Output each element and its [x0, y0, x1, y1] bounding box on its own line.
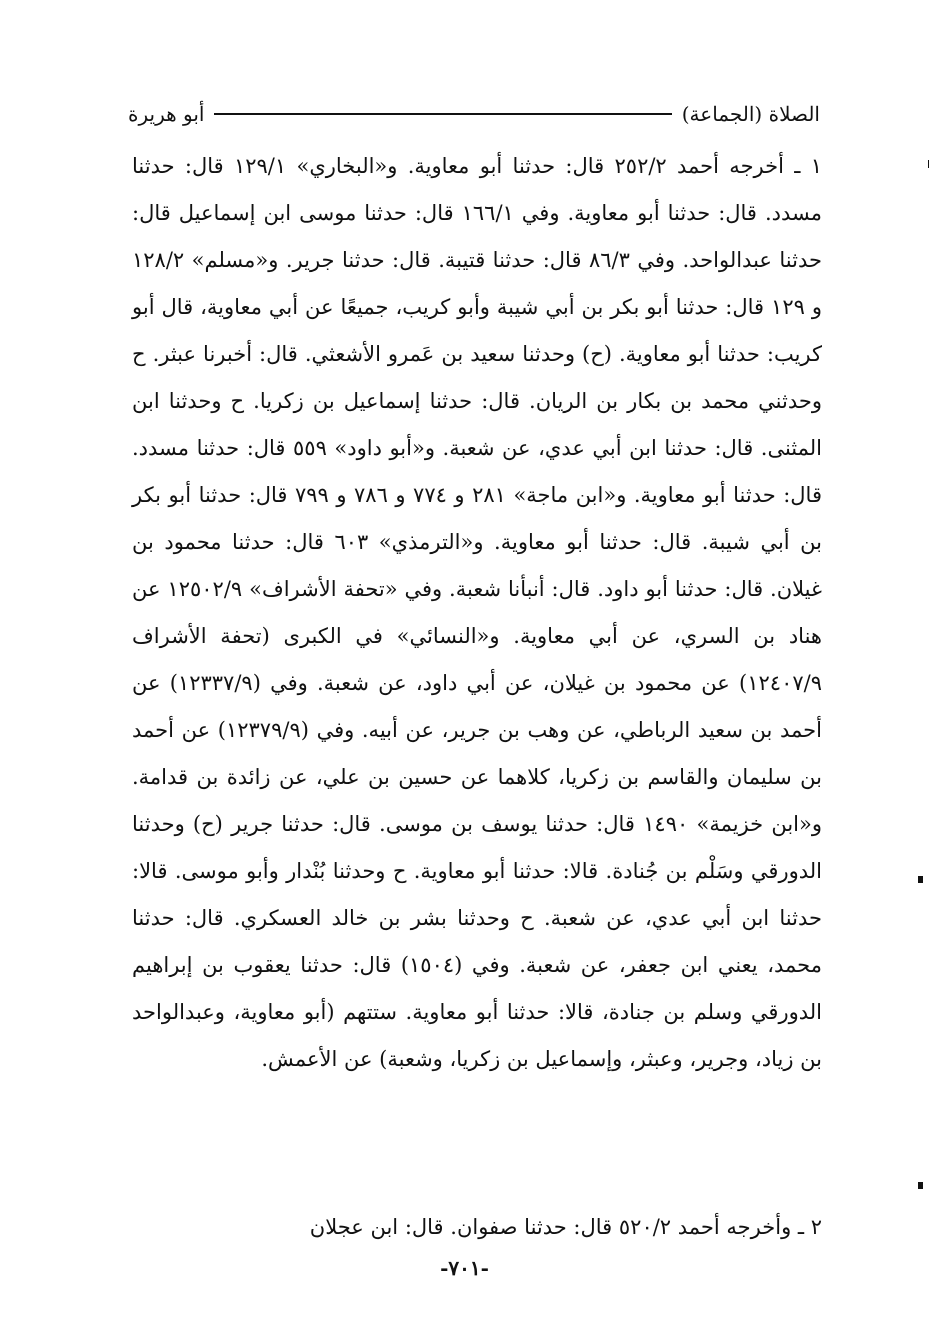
header-narrator-title: أبو هريرة [128, 102, 205, 126]
header-chapter-title: الصلاة (الجماعة) [681, 102, 820, 126]
page-number: -٧٠١- [440, 1256, 489, 1280]
header-rule [214, 113, 671, 115]
margin-mark [918, 876, 923, 883]
margin-mark [918, 1182, 923, 1189]
paragraph-1: ١ ـ أخرجه أحمد ٢٥٢/٢ قال: حدثنا أبو معاوية. و«البخاري» ١٢٩/١ قال: حدثنا مسدد. قال: حدثنا أبو معاوية. وفي ١٦٦/١ قال: حدثنا موسى ابن إسماعيل قال: حدثنا عبدالواحد. وفي ٨٦/٣ قال: حدثنا قتيبة. قال: حدثنا جرير. و«مسلم» ١٢٨/٢ و ١٢٩ قال: حدثنا أبو بكر بن أبي شيبة وأبو كريب، جميعًا عن أبي معاوية، قال أبو كريب: حدثنا أبو معاوية. (ح) وحدثنا سعيد بن عَمرو الأشعثي. قال: أخبرنا عبثر. ح وحدثني محمد بن بكار بن الريان. قال: حدثنا إسماعيل بن زكريا. ح وحدثنا ابن المثنى. قال: حدثنا ابن أبي عدي، عن شعبة. و«أبو داود» ٥٥٩ قال: حدثنا مسدد. قال: حدثنا أبو معاوية. و«ابن ماجة» ٢٨١ و ٧٧٤ و ٧٨٦ و ٧٩٩ قال: حدثنا أبو بكر بن أبي شيبة. قال: حدثنا أبو معاوية. و«الترمذي» ٦٠٣ قال: حدثنا محمود بن غيلان. قال: حدثنا أبو داود. قال: أنبأنا شعبة. وفي «تحفة الأشراف» ١٢٥٠٢/٩ عن هناد بن السري، عن أبي معاوية. و«النسائي» في الكبرى (تحفة الأشراف ١٢٤٠٧/٩) عن محمود بن غيلان، عن أبي داود، عن شعبة. وفي (١٢٣٣٧/٩) عن أحمد بن سعيد الرباطي، عن وهب بن جرير، عن أبيه. وفي (١٢٣٧٩/٩) عن أحمد بن سليمان والقاسم بن زكريا، كلاهما عن حسين بن علي، عن زائدة بن قدامة. و«ابن خزيمة» ١٤٩٠ قال: حدثنا يوسف بن موسى. قال: حدثنا جرير (ح) وحدثنا الدورقي وسَلْم بن جُنادة. قالا: حدثنا أبو معاوية. ح وحدثنا بُنْدار وأبو موسى. قالا: حدثنا ابن أبي عدي، عن شعبة. ح وحدثنا بشر بن خالد العسكري. قال: حدثنا محمد، يعني ابن جعفر، عن شعبة. وفي (١٥٠٤) قال: حدثنا يعقوب بن إبراهيم الدورقي وسلم بن جنادة، قالا: حدثنا أبو معاوية. ستتهم (أبو معاوية، وعبدالواحد بن زياد، وجرير، وعبثر، وإسماعيل بن زكريا، وشعبة) عن الأعمش. [132, 154, 823, 1071]
hadith-takhrij-text [132, 143, 822, 1083]
paragraph-2: ٢ ـ وأخرجه أحمد ٥٢٠/٢ قال: حدثنا صفوان. قال: ابن عجلان [309, 1215, 822, 1239]
running-header [128, 96, 820, 132]
